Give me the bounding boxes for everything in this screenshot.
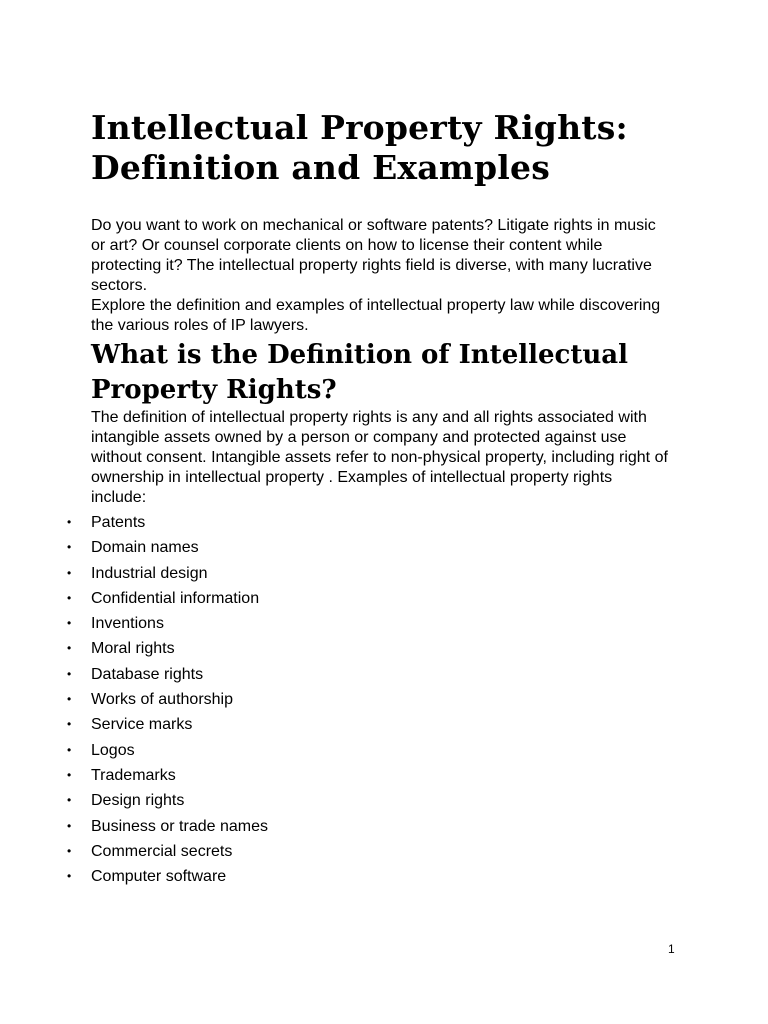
list-item-text: Patents — [91, 514, 146, 531]
page-number: 1 — [668, 942, 675, 956]
bullet-icon: • — [67, 616, 72, 631]
list-item — [67, 814, 691, 839]
intro-paragraph: Do you want to work on mechanical or software patents? Litigate rights in music or art? Or counsel corporate clients on how to license their content while protecting it? The intellectual property rights field is diverse, with many lucrative sectors. — [91, 217, 656, 294]
bullet-icon: • — [67, 843, 72, 858]
page-title — [91, 108, 691, 188]
list-item-text: Commercial secrets — [91, 842, 233, 860]
bullet-icon: • — [67, 767, 72, 782]
list-item-text: Inventions — [91, 615, 164, 633]
list-item — [67, 864, 691, 889]
list-item — [67, 561, 691, 586]
list-item-text: Service marks — [91, 716, 193, 734]
list-item-text: Database rights — [91, 665, 204, 683]
bullet-icon: • — [67, 666, 72, 681]
document-page — [67, 108, 691, 889]
list-item — [67, 788, 691, 813]
list-item — [67, 687, 691, 712]
list-item-text: Trademarks — [91, 766, 176, 784]
explore-paragraph: Explore the definition and examples of intellectual property law while discovering the various roles of IP lawyers. — [91, 297, 661, 334]
bullet-icon: • — [67, 515, 72, 529]
bullet-icon: • — [67, 565, 72, 580]
list-item-text: Design rights — [91, 792, 185, 810]
list-item-text: Domain names — [91, 539, 199, 557]
list-item-text: Moral rights — [91, 640, 175, 658]
definition-paragraph: The definition of intellectual property rights is any and all rights associated with intangible assets owned by a person or company and protected against use without consent. Intangible assets refer to non-physical property, including right of ownership in intellectual property . Examples of intellectual property rights include: — [91, 409, 668, 506]
bullet-icon: • — [67, 590, 72, 605]
list-item-text: Confidential information — [91, 589, 260, 607]
examples-list — [67, 510, 691, 889]
list-item-text: Computer software — [91, 868, 227, 886]
title-line-1: Intellectual Property Rights: — [91, 108, 628, 147]
section-heading: What is the Definition of Intellectual Property Rights? — [91, 340, 628, 405]
list-item — [67, 636, 691, 661]
bullet-icon: • — [67, 818, 72, 833]
list-item — [67, 738, 691, 763]
bullet-icon: • — [67, 793, 72, 808]
bullet-icon: • — [67, 641, 72, 656]
bullet-icon: • — [67, 717, 72, 732]
list-item-text: Industrial design — [91, 564, 208, 582]
bullet-icon: • — [67, 742, 72, 757]
bullet-icon: • — [67, 540, 72, 555]
list-item — [67, 662, 691, 687]
list-item — [67, 763, 691, 788]
list-item-text: Business or trade names — [91, 817, 268, 835]
list-item-text: Works of authorship — [91, 691, 233, 709]
list-item — [67, 712, 691, 737]
bullet-icon: • — [67, 692, 72, 707]
list-item — [67, 586, 691, 611]
list-item — [67, 510, 691, 535]
title-line-2: Definition and Examples — [91, 148, 550, 187]
list-item-text: Logos — [91, 741, 135, 759]
list-item — [67, 611, 691, 636]
bullet-icon: • — [67, 869, 72, 884]
list-item — [67, 535, 691, 560]
list-item — [67, 839, 691, 864]
